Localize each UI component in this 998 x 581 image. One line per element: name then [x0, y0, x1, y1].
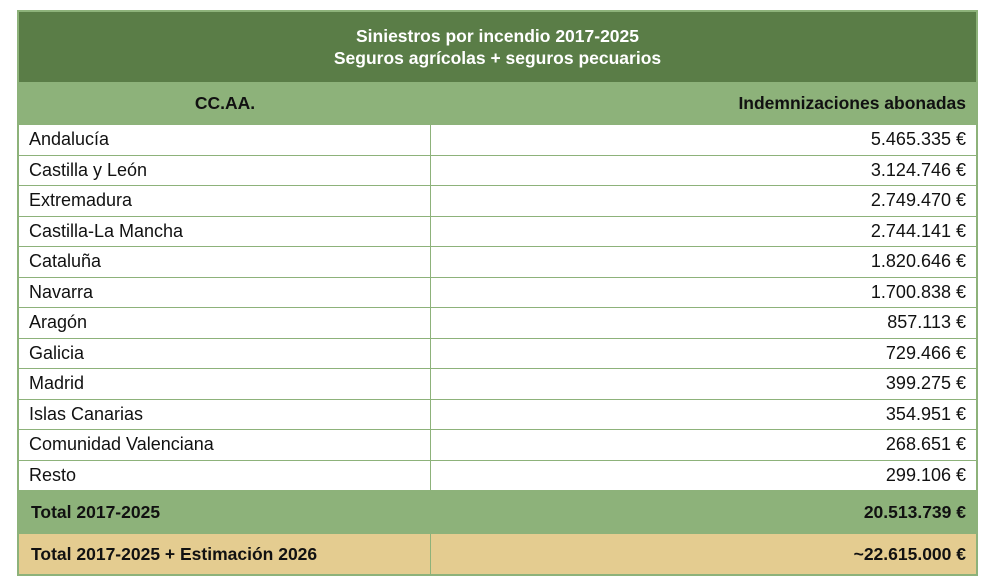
table-title-line2: Seguros agrícolas + seguros pecuarios — [333, 48, 662, 68]
region-cell: Extremadura — [19, 186, 431, 216]
table-row — [19, 186, 976, 217]
region-cell: Castilla-La Mancha — [19, 217, 431, 247]
region-cell: Galicia — [19, 339, 431, 369]
indemnities-table — [17, 10, 978, 576]
table-row — [19, 308, 976, 339]
table-row — [19, 217, 976, 248]
region-cell: Andalucía — [19, 125, 431, 155]
amount-cell: 5.465.335 € — [870, 129, 966, 150]
table-header — [19, 83, 976, 125]
total-row — [19, 491, 976, 534]
header-indemnizaciones: Indemnizaciones abonadas — [738, 93, 966, 113]
table-row — [19, 247, 976, 278]
table-title-line1: Siniestros por incendio 2017-2025 — [355, 26, 640, 46]
table-row — [19, 461, 976, 492]
header-ccaa: CC.AA. — [194, 93, 256, 113]
table-row — [19, 339, 976, 370]
amount-cell: 268.651 € — [885, 434, 966, 455]
amount-cell: 857.113 € — [887, 312, 966, 333]
total-amount: 20.513.739 € — [863, 501, 966, 522]
amount-cell: 399.275 € — [885, 373, 966, 394]
region-cell: Navarra — [19, 278, 431, 308]
amount-cell: 3.124.746 € — [870, 159, 966, 180]
amount-cell: 1.700.838 € — [870, 281, 966, 302]
table-row — [19, 430, 976, 461]
table-row — [19, 156, 976, 187]
amount-cell: 1.820.646 € — [870, 251, 966, 272]
table-body — [19, 125, 976, 491]
region-cell: Comunidad Valenciana — [19, 430, 431, 460]
region-cell: Castilla y León — [19, 156, 431, 186]
total-label: Total 2017-2025 — [31, 501, 161, 522]
amount-cell: 299.106 € — [885, 464, 966, 485]
estimate-label: Total 2017-2025 + Estimación 2026 — [19, 534, 431, 574]
table-row — [19, 125, 976, 156]
amount-cell: 729.466 € — [885, 342, 966, 363]
table-row — [19, 369, 976, 400]
table-title — [19, 12, 976, 83]
table-row — [19, 400, 976, 431]
table-row — [19, 278, 976, 309]
amount-cell: 354.951 € — [885, 403, 966, 424]
estimate-row — [19, 534, 976, 574]
region-cell: Resto — [19, 461, 431, 491]
estimate-amount: ~22.615.000 € — [853, 543, 966, 564]
region-cell: Aragón — [19, 308, 431, 338]
region-cell: Islas Canarias — [19, 400, 431, 430]
region-cell: Cataluña — [19, 247, 431, 277]
region-cell: Madrid — [19, 369, 431, 399]
amount-cell: 2.749.470 € — [870, 190, 966, 211]
amount-cell: 2.744.141 € — [870, 220, 966, 241]
